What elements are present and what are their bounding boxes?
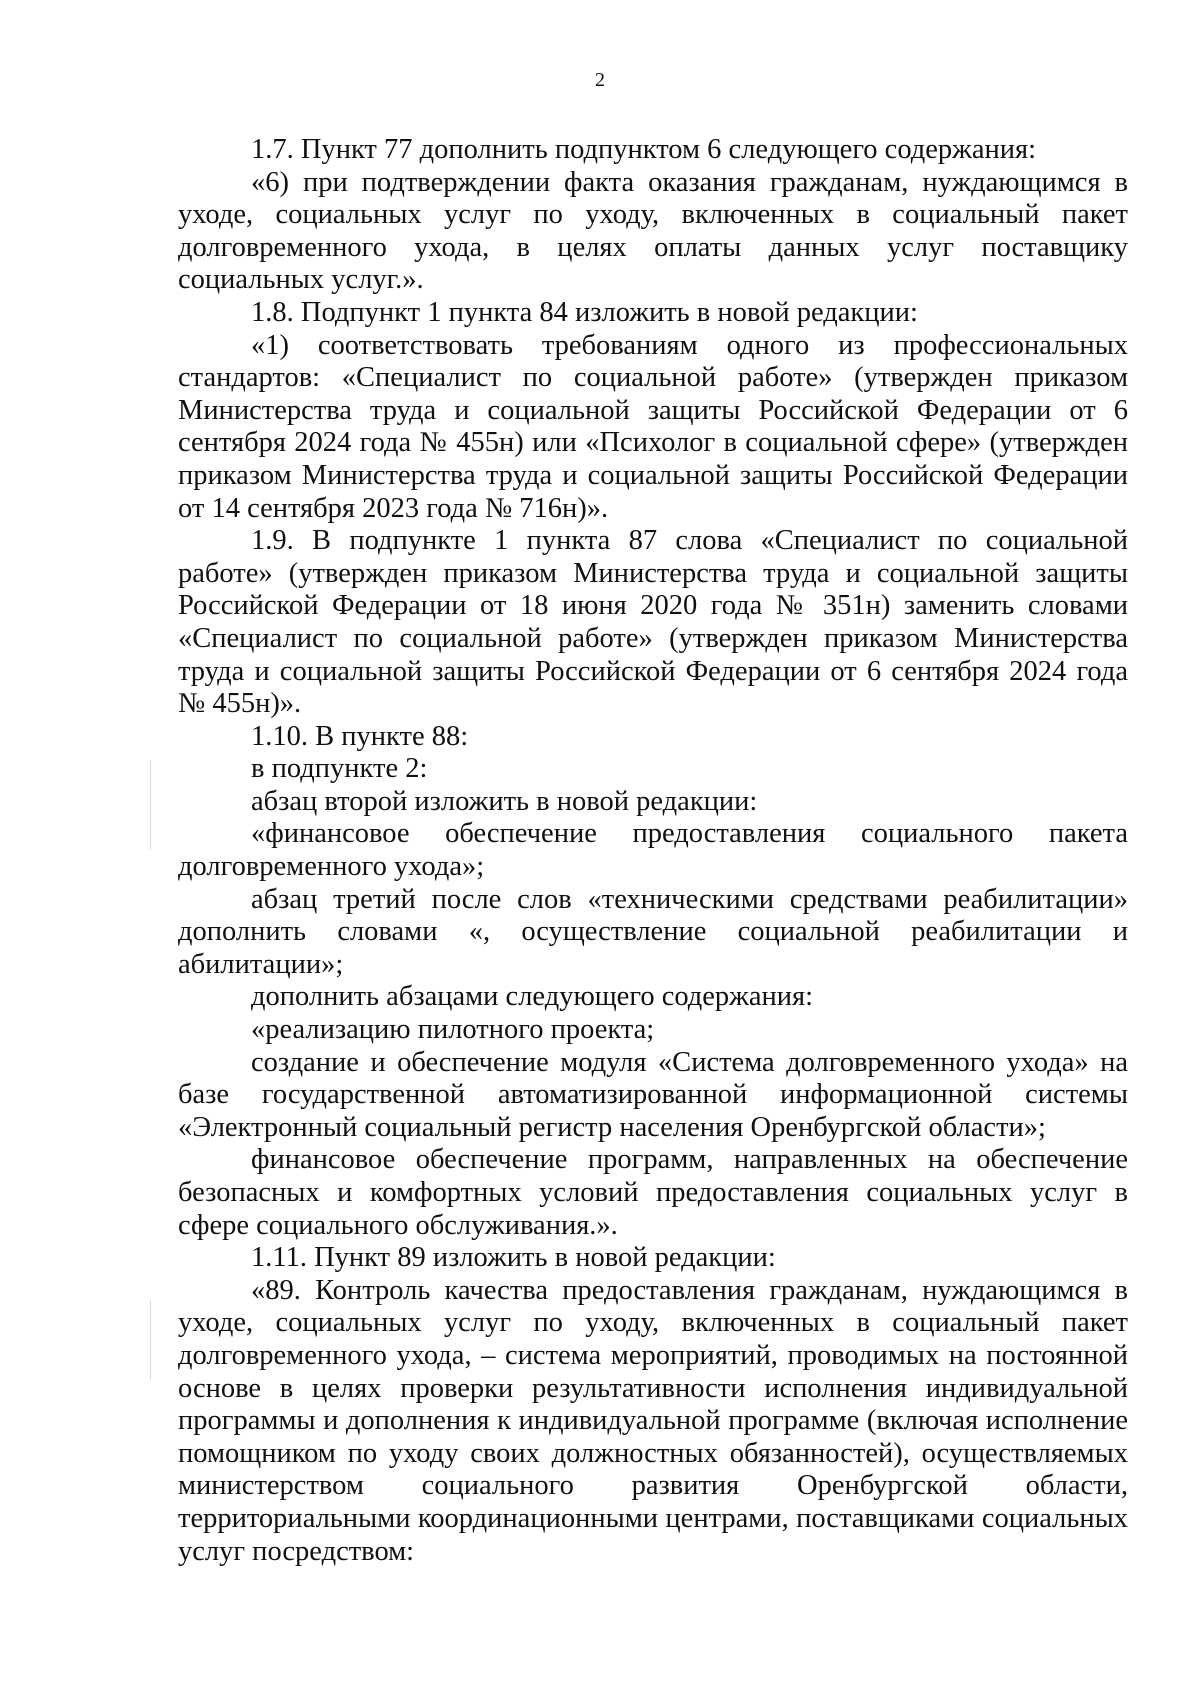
paragraph: абзац третий после слов «техническими средствами реабилитации» дополнить словами «, осуществление социальной реабилитации и абилитации»; bbox=[178, 883, 1128, 980]
scan-artifact bbox=[150, 760, 151, 850]
paragraph: «1) соответствовать требованиям одного из профессиональных стандартов: «Специалист по социальной работе» (утвержден приказом Министерства труда и социальной защиты Российской Федерации от 6 сентября 2024 года № 455н) или «Психолог в социальной сфере» (утвержден приказом Министерства труда и социальной защиты Российской Федерации от 14 сентября 2023 года № 716н)». bbox=[178, 329, 1128, 524]
paragraph: 1.8. Подпункт 1 пункта 84 изложить в новой редакции: bbox=[251, 296, 918, 328]
page-number: 2 bbox=[595, 69, 605, 91]
paragraph: «6) при подтверждении факта оказания гражданам, нуждающимся в уходе, социальных услуг по уходу, включенных в социальный пакет долговременного ухода, в целях оплаты данных услуг поставщику социальных услуг.». bbox=[178, 166, 1128, 296]
document-body bbox=[178, 134, 1128, 1568]
scan-artifact bbox=[150, 1300, 151, 1380]
paragraph: дополнить абзацами следующего содержания: bbox=[251, 981, 814, 1013]
paragraph: «89. Контроль качества предоставления гражданам, нуждающимся в уходе, социальных услуг по уходу, включенных в социальный пакет долговременного ухода, – система мероприятий, проводимых на постоянной основе в целях проверки результативности исполнения индивидуальной программы и дополнения к индивидуальной программе (включая исполнение помощником по уходу своих должностных обязанностей), осуществляемых министерством социального развития Оренбургской области, территориальными координационными центрами, поставщиками социальных услуг посредством: bbox=[178, 1274, 1128, 1567]
paragraph: 1.11. Пункт 89 изложить в новой редакции: bbox=[251, 1242, 776, 1274]
paragraph: в подпункте 2: bbox=[251, 753, 428, 785]
paragraph: «финансовое обеспечение предоставления социального пакета долговременного ухода»; bbox=[178, 818, 1128, 883]
paragraph: финансовое обеспечение программ, направленных на обеспечение безопасных и комфортных условий предоставления социальных услуг в сфере социального обслуживания.». bbox=[178, 1144, 1128, 1241]
paragraph: 1.9. В подпункте 1 пункта 87 слова «Специалист по социальной работе» (утвержден приказом Министерства труда и социальной защиты Российской Федерации от 18 июня 2020 года № 351н) заменить словами «Специалист по социальной работе» (утвержден приказом Министерства труда и социальной защиты Российской Федерации от 6 сентября 2024 года № 455н)». bbox=[178, 525, 1128, 720]
paragraph: создание и обеспечение модуля «Система долговременного ухода» на базе государственной автоматизированной информационной системы «Электронный социальный регистр населения Оренбургской области»; bbox=[178, 1046, 1128, 1143]
paragraph: 1.10. В пункте 88: bbox=[251, 720, 469, 752]
paragraph: 1.7. Пункт 77 дополнить подпунктом 6 следующего содержания: bbox=[251, 134, 1037, 165]
paragraph: абзац второй изложить в новой редакции: bbox=[251, 785, 758, 817]
paragraph: «реализацию пилотного проекта; bbox=[251, 1014, 655, 1046]
